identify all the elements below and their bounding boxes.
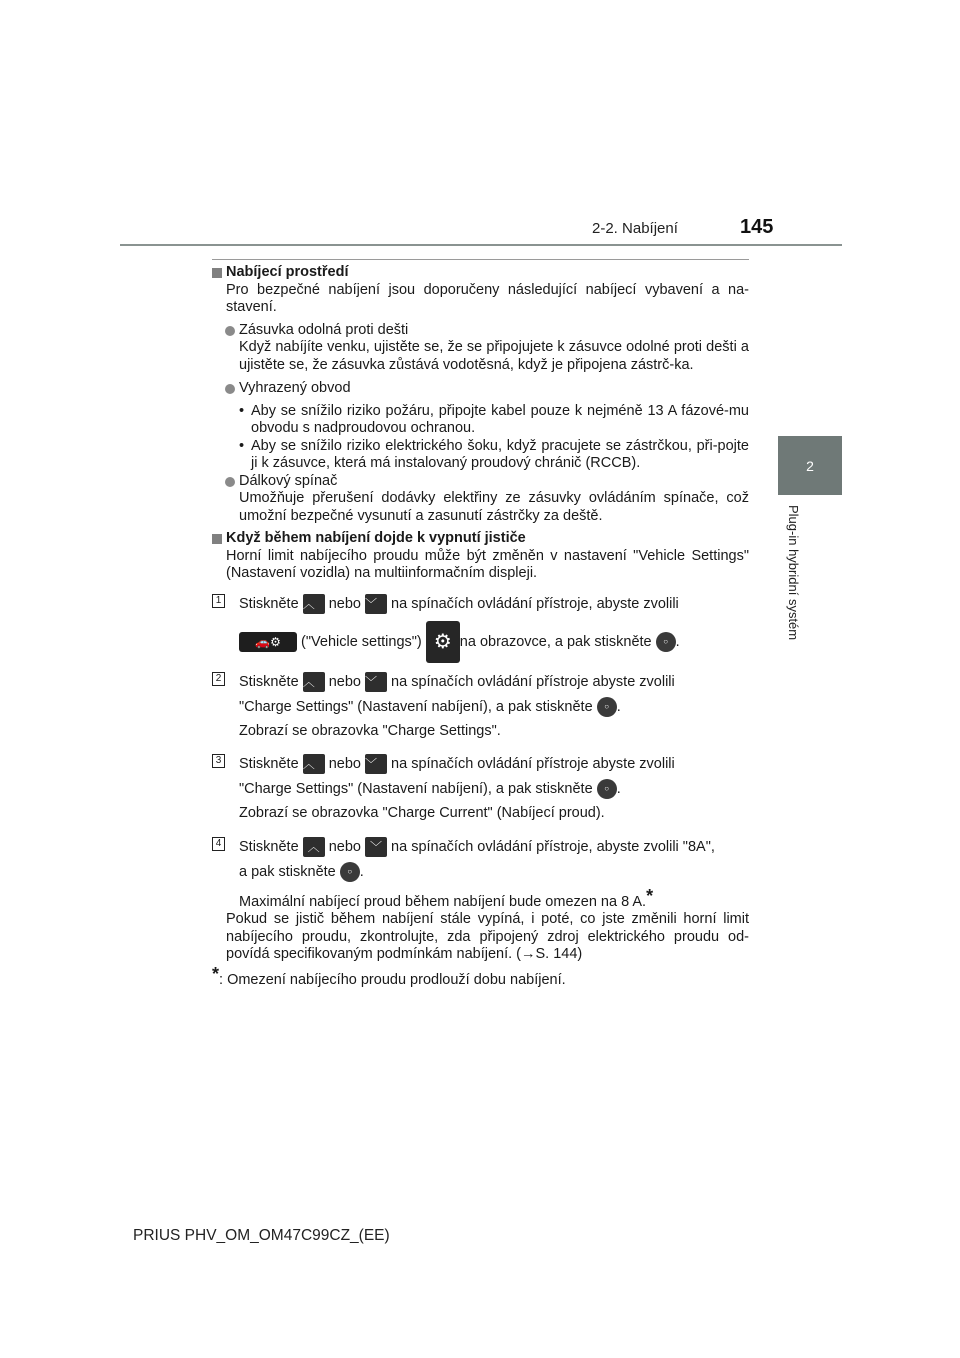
section-title: 2-2. Nabíjení	[592, 220, 678, 237]
page-number: 145	[740, 216, 774, 238]
step-note: Maximální nabíjecí proud během nabíjení bude omezen na 8 A.*	[239, 885, 654, 910]
document-footer: PRIUS PHV_OM_OM47C99CZ_(EE)	[133, 1227, 390, 1244]
paragraph: Pro bezpečné nabíjení jsou doporučeny následující nabíjecí vybavení a na-stavení.	[226, 281, 749, 315]
chapter-number: 2	[806, 457, 814, 474]
step-note: Zobrazí se obrazovka "Charge Current" (Nabíjecí proud).	[239, 805, 605, 821]
step-number: 2	[212, 672, 225, 686]
step-number: 1	[212, 594, 225, 608]
step-3: 3 Stiskněte ︿ nebo ﹀ na spínačích ovládání přístroje abyste zvolili "Charge Settings" (Nastavení nabíjení), a pak stiskněte ○ . Zobrazí se obrazovka "Charge Current" (Nabíjecí proud).	[212, 752, 749, 823]
chevron-down-icon: ﹀	[365, 837, 387, 857]
bullet-title: Vyhrazený obvod	[239, 380, 351, 396]
bullet-text: Umožňuje přerušení dodávky elektřiny ze zásuvky ovládáním spínače, což umožní bezpečné vysunutí a zasunutí zástrčky za deště.	[239, 490, 749, 524]
footnote: *: Omezení nabíjecího proudu prodlouží dobu nabíjení.	[212, 963, 566, 988]
square-bullet-icon	[212, 268, 222, 278]
list-item	[212, 380, 749, 398]
chevron-down-icon: ﹀	[365, 754, 387, 774]
chapter-title: Plug-in hybridní systém	[786, 505, 801, 641]
step-number: 4	[212, 837, 225, 851]
ok-button-icon: ○	[597, 779, 617, 799]
round-bullet-icon	[225, 384, 235, 394]
heading-charging-environment: Nabíjecí prostředí	[212, 264, 749, 282]
sub-item: • Aby se snížilo riziko elektrického šoku, když pracujete se zástrčkou, při-pojte ji k zásuvce, která má instalovaný proudový chránič (RCCB).	[239, 437, 749, 471]
sub-item: • Aby se snížilo riziko požáru, připojte kabel pouze k nejméně 13 A fázové-mu obvodu s nadproudovou ochranou.	[239, 402, 749, 436]
step-2: 2 Stiskněte ︿ nebo ﹀ na spínačích ovládání přístroje abyste zvolili "Charge Settings" (Nastavení nabíjení), a pak stiskněte ○ . Zobrazí se obrazovka "Charge Settings".	[212, 670, 749, 741]
chevron-down-icon: ﹀	[365, 594, 387, 614]
chevron-up-icon: ︿	[303, 754, 325, 774]
chevron-down-icon: ﹀	[365, 672, 387, 692]
list-item	[212, 473, 749, 526]
header-divider	[120, 244, 842, 246]
content-divider	[212, 259, 749, 260]
main-content	[212, 264, 749, 989]
round-bullet-icon	[225, 326, 235, 336]
heading-breaker-trip: Když během nabíjení dojde k vypnutí jističe	[212, 530, 749, 548]
list-item	[212, 322, 749, 375]
chapter-tab	[778, 436, 842, 495]
step-note: Zobrazí se obrazovka "Charge Settings".	[239, 722, 501, 739]
ok-button-icon: ○	[340, 862, 360, 882]
settings-gear-icon: ⚙	[426, 621, 460, 663]
bullet-title: Zásuvka odolná proti dešti	[239, 321, 409, 338]
square-bullet-icon	[212, 534, 222, 544]
chevron-up-icon: ︿	[303, 837, 325, 857]
chevron-up-icon: ︿	[303, 594, 325, 614]
step-4: 4 Stiskněte ︿ nebo ﹀ na spínačích ovládání přístroje, abyste zvolili "8A", a pak stiskněte ○ . Maximální nabíjecí proud během nabíjení bude omezen na 8 A.*	[212, 835, 749, 912]
vehicle-settings-icon: 🚗⚙	[239, 632, 297, 652]
ok-button-icon: ○	[656, 632, 676, 652]
step-number: 3	[212, 754, 225, 768]
chevron-up-icon: ︿	[303, 672, 325, 692]
paragraph: Horní limit nabíjecího proudu může být změněn v nastavení "Vehicle Settings" (Nastavení vozidla) na multiinformačním displeji.	[226, 547, 749, 581]
closing-paragraph: Pokud se jistič během nabíjení stále vypíná, i poté, co jste změnili horní limit nabíjecího proudu, zkontrolujte, zda připojený zdroj elektrického proudu od-povídá specifikovaným podmínkám nabíjení. (→S. 144)	[226, 911, 749, 962]
bullet-title: Dálkový spínač	[239, 472, 338, 489]
step-1: 1 Stiskněte ︿ nebo ﹀ na spínačích ovládání přístroje, abyste zvolili 🚗⚙ ("Vehicle settings") ⚙ na obrazovce, a pak stiskněte ○ .	[212, 592, 749, 664]
ok-button-icon: ○	[597, 697, 617, 717]
round-bullet-icon	[225, 477, 235, 487]
bullet-text: Když nabíjíte venku, ujistěte se, že se připojujete k zásuvce odolné proti dešti a ujistěte se, že zásuvka zůstává vodotěsná, když je připojena zástrč-ka.	[239, 339, 749, 373]
